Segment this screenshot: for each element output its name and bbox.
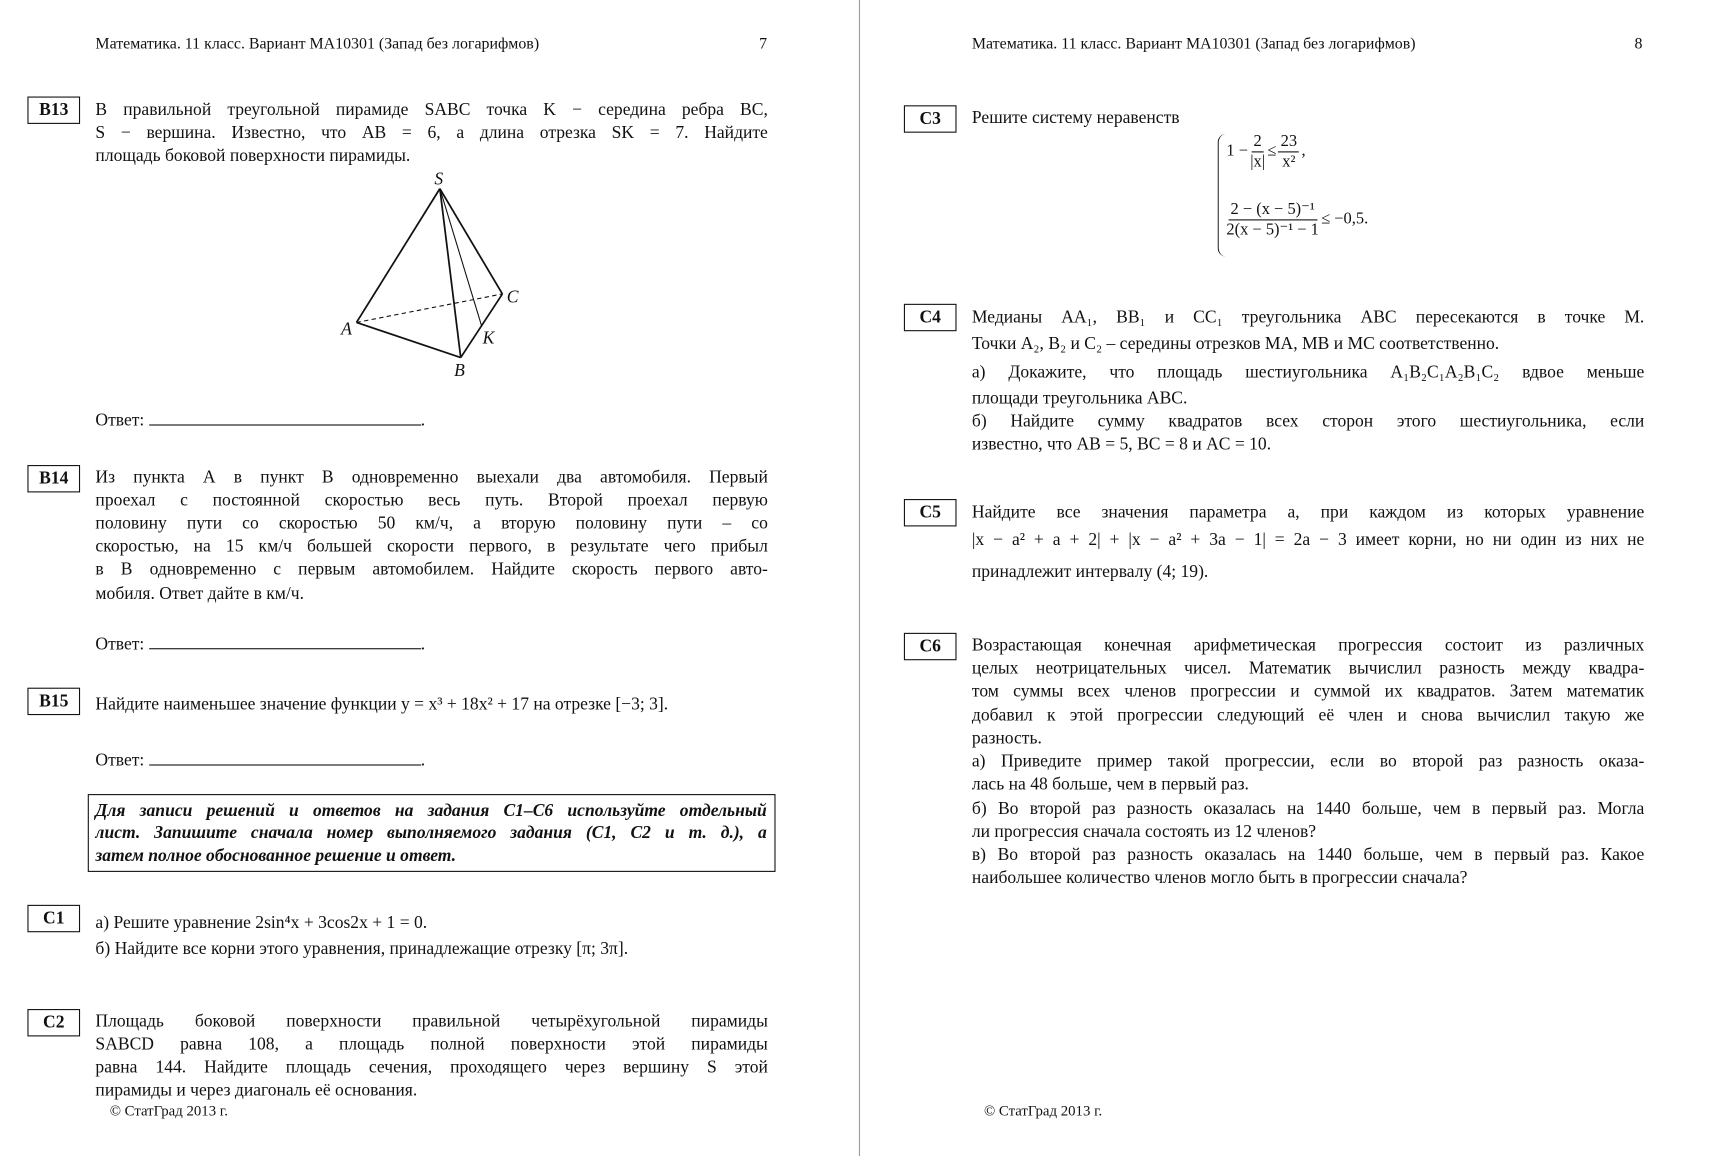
edge-AB	[357, 322, 461, 357]
answer-blank[interactable]	[149, 631, 421, 650]
task-text-line: Точки A₂, B₂ и C₂ – середины отрезков MA, MB и MC соответственно.	[971, 334, 1500, 354]
pyramid-figure	[329, 165, 548, 384]
denominator: |x|	[1250, 153, 1266, 172]
task-number-c6: C6	[904, 633, 957, 660]
expr: 1 −	[1226, 142, 1249, 161]
edge-SC	[440, 189, 503, 294]
edge-SB	[440, 189, 461, 358]
notice-line: лист. Запишите сначала номер выполняемого задания (С1, С2 и т. д.), а	[95, 823, 767, 843]
task-text-line: добавил к этой прогрессии следующий её член и снова вычислил такую же	[971, 706, 1645, 725]
task-text-line: скоростью, на 15 км/ч большей скорости первого, в результате чего прибыл	[95, 537, 768, 557]
numerator: 23	[1278, 132, 1299, 153]
task-text-line: известно, что AB = 5, BC = 8 и AC = 10.	[971, 435, 1272, 455]
task-number-b13: B13	[27, 97, 80, 124]
answer-label: Ответ:	[95, 751, 145, 770]
relation: ≤ −0,5.	[1321, 210, 1369, 229]
numerator: 2	[1251, 132, 1264, 153]
label-S: S	[434, 168, 444, 189]
task-number-b15: B15	[27, 688, 80, 715]
task-text-line: Площадь боковой поверхности правильной четырёхугольной пирамиды	[95, 1012, 768, 1031]
inequality-system	[1218, 129, 1437, 261]
task-text-line: В правильной треугольной пирамиде SABC точка K − середина ребра BC,	[95, 100, 768, 120]
task-number-c4: C4	[904, 304, 957, 331]
task-text-line: лась на 48 больше, чем в первый раз.	[971, 775, 1249, 795]
task-text-line: а) Приведите пример такой прогрессии, если во второй раз разность оказа-	[971, 752, 1645, 772]
task-text-line: мобиля. Ответ дайте в км/ч.	[95, 584, 304, 604]
task-text-line: SABCD равна 108, а площадь полной поверхности этой пирамиды	[95, 1035, 768, 1054]
task-text-line: половину пути со скоростью 50 км/ч, а вторую половину пути – со	[95, 514, 768, 534]
task-number-c1: C1	[27, 905, 80, 932]
task-text-line: том суммы всех членов прогрессии и суммой их квадратов. Затем математик	[971, 682, 1645, 701]
copyright-right: © СтатГрад 2013 г.	[983, 1102, 1103, 1119]
task-text-line: принадлежит интервалу (4; 19).	[971, 562, 1209, 582]
task-text-line: пирамиды и через диагональ её основания.	[95, 1081, 418, 1101]
task-text-line: а) Решите уравнение 2sin⁴x + 3cos2x + 1 = 0.	[95, 913, 428, 933]
task-number-c3: C3	[904, 105, 957, 132]
task-text-line: в В одновременно с первым автомобилем. Найдите скорость первого авто-	[95, 560, 768, 580]
task-text-line: б) Во второй раз разность оказалась на 1440 больше, чем в первый раз. Могла	[971, 799, 1645, 819]
copyright-left: © СтатГрад 2013 г.	[109, 1102, 228, 1119]
instructions-box	[88, 794, 776, 872]
task-text-line: |x − a² + a + 2| + |x − a² + 3a − 1| = 2a − 3 имеет корни, но ни один из них не	[971, 530, 1645, 550]
task-text-line: Решите систему неравенств	[971, 108, 1180, 128]
answer-field[interactable]	[95, 747, 425, 771]
edge-AC-hidden	[357, 294, 503, 323]
left-page-header: Математика. 11 класс. Вариант МА10301 (Запад без логарифмов)	[95, 35, 540, 53]
task-text-line: площади треугольника ABC.	[971, 389, 1188, 408]
denominator: x²	[1282, 153, 1296, 172]
task-text-line: целых неотрицательных чисел. Математик вычислил разность между квадра-	[971, 659, 1645, 678]
label-K: K	[482, 327, 495, 348]
expr: ,	[1301, 142, 1306, 161]
task-text-line: Возрастающая конечная арифметическая прогрессия состоит из различных	[971, 636, 1645, 655]
task-text-line: наибольшее количество членов могло быть в прогрессии сначала?	[971, 868, 1468, 888]
answer-dot: .	[420, 635, 426, 654]
task-text-line: ли прогрессия сначала состоять из 12 членов?	[971, 822, 1317, 842]
answer-dot: .	[420, 411, 426, 430]
relation: ≤	[1267, 142, 1277, 161]
notice-line: затем полное обоснованное решение и ответ.	[95, 846, 457, 866]
label-B: B	[454, 360, 465, 381]
denominator: 2(x − 5)⁻¹ − 1	[1226, 221, 1319, 240]
task-text-line: разность.	[971, 729, 1042, 748]
right-page-header: Математика. 11 класс. Вариант МА10301 (Запад без логарифмов)	[971, 35, 1416, 53]
segment-SK	[440, 189, 482, 326]
task-text-line: б) Найдите сумму квадратов всех сторон этого шестиугольника, если	[971, 412, 1645, 432]
task-number-b14: B14	[27, 465, 80, 492]
answer-label: Ответ:	[95, 635, 145, 654]
answer-label: Ответ:	[95, 411, 145, 430]
answer-dot: .	[420, 751, 426, 770]
page-divider	[859, 0, 860, 1156]
answer-field[interactable]	[95, 631, 425, 655]
task-text-line: а) Докажите, что площадь шестиугольника A₁B₂C₁A₂B₁C₂ вдвое меньше	[971, 363, 1645, 382]
answer-blank[interactable]	[149, 747, 421, 766]
answer-field[interactable]	[95, 407, 425, 431]
left-page-number: 7	[759, 35, 768, 53]
task-text-line: проехал с постоянной скоростью весь путь. Второй проехал первую	[95, 491, 768, 510]
edge-BC	[461, 294, 503, 358]
task-text-line: в) Во второй раз разность оказалась на 1440 больше, чем в первый раз. Какое	[971, 845, 1645, 865]
task-text-line: равна 144. Найдите площадь сечения, проходящего через вершину S этой	[95, 1058, 768, 1078]
task-number-c2: C2	[27, 1009, 80, 1036]
label-C: C	[506, 286, 519, 307]
label-A: A	[341, 318, 352, 339]
notice-line: Для записи решений и ответов на задания С1–С6 используйте отдельный	[95, 801, 767, 821]
task-text-line: S − вершина. Известно, что AB = 6, а длина отрезка SK = 7. Найдите	[95, 123, 768, 143]
task-number-c5: C5	[904, 499, 957, 526]
task-text-line: Найдите все значения параметра a, при каждом из которых уравнение	[971, 503, 1645, 523]
answer-blank[interactable]	[149, 407, 421, 426]
task-text-line: площадь боковой поверхности пирамиды.	[95, 146, 411, 166]
numerator: 2 − (x − 5)⁻¹	[1228, 200, 1317, 221]
right-page-number: 8	[1634, 35, 1643, 53]
edge-SA	[357, 189, 440, 323]
task-text-line: Из пункта А в пункт В одновременно выехали два автомобиля. Первый	[95, 468, 768, 487]
task-text-line: Найдите наименьшее значение функции y = x³ + 18x² + 17 на отрезке [−3; 3].	[95, 695, 669, 714]
task-text-line: б) Найдите все корни этого уравнения, принадлежащие отрезку [π; 3π].	[95, 939, 629, 959]
task-text-line: Медианы AA₁, BB₁ и CC₁ треугольника ABC пересекаются в точке M.	[971, 308, 1645, 327]
